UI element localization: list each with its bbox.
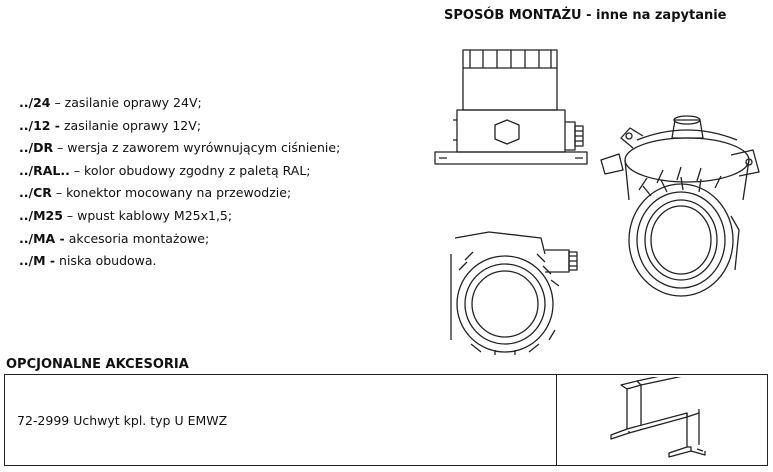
option-text: – wersja z zaworem wyrównującym ciśnienie;	[57, 140, 341, 156]
accessories-table	[4, 374, 768, 466]
option-item	[19, 137, 340, 160]
option-code: ../M -	[19, 253, 56, 269]
option-code: ../M25	[19, 207, 63, 223]
option-item	[19, 182, 340, 205]
accessories-title: OPCJONALNE AKCESORIA	[6, 357, 189, 372]
option-item	[19, 160, 340, 183]
housing-side-view-drawing	[435, 50, 587, 164]
option-text: zasilanie oprawy 12V;	[63, 117, 202, 133]
options-list	[19, 92, 340, 273]
option-item	[19, 205, 340, 228]
accessory-image-cell	[557, 375, 767, 465]
option-code: ../12 -	[19, 117, 60, 133]
housing-perspective-drawing	[601, 116, 759, 296]
option-code: ../DR	[19, 140, 54, 156]
option-item	[19, 228, 340, 251]
option-text: – wpust kablowy M25x1,5;	[66, 207, 233, 223]
option-code: ../CR	[19, 185, 52, 201]
option-code: ../24	[19, 95, 51, 110]
option-text: akcesoria montażowe;	[68, 230, 210, 246]
option-item	[19, 115, 340, 138]
u-bracket-drawing	[607, 377, 717, 463]
housing-front-view-drawing	[451, 232, 577, 355]
option-text: – zasilanie oprawy 24V;	[54, 95, 202, 110]
option-text: – konektor mocowany na przewodzie;	[55, 185, 292, 201]
option-item	[19, 92, 340, 115]
accessory-label: 72-2999 Uchwyt kpl. typ U EMWZ	[5, 375, 557, 465]
option-text: – kolor obudowy zgodny z paletą RAL;	[73, 162, 311, 178]
mounting-title: SPOSÓB MONTAŻU - inne na zapytanie	[444, 8, 727, 23]
option-item	[19, 250, 340, 273]
option-code: ../RAL..	[19, 162, 70, 178]
option-code: ../MA -	[19, 230, 65, 246]
housing-drawings	[425, 40, 770, 355]
option-text: niska obudowa.	[59, 253, 157, 269]
